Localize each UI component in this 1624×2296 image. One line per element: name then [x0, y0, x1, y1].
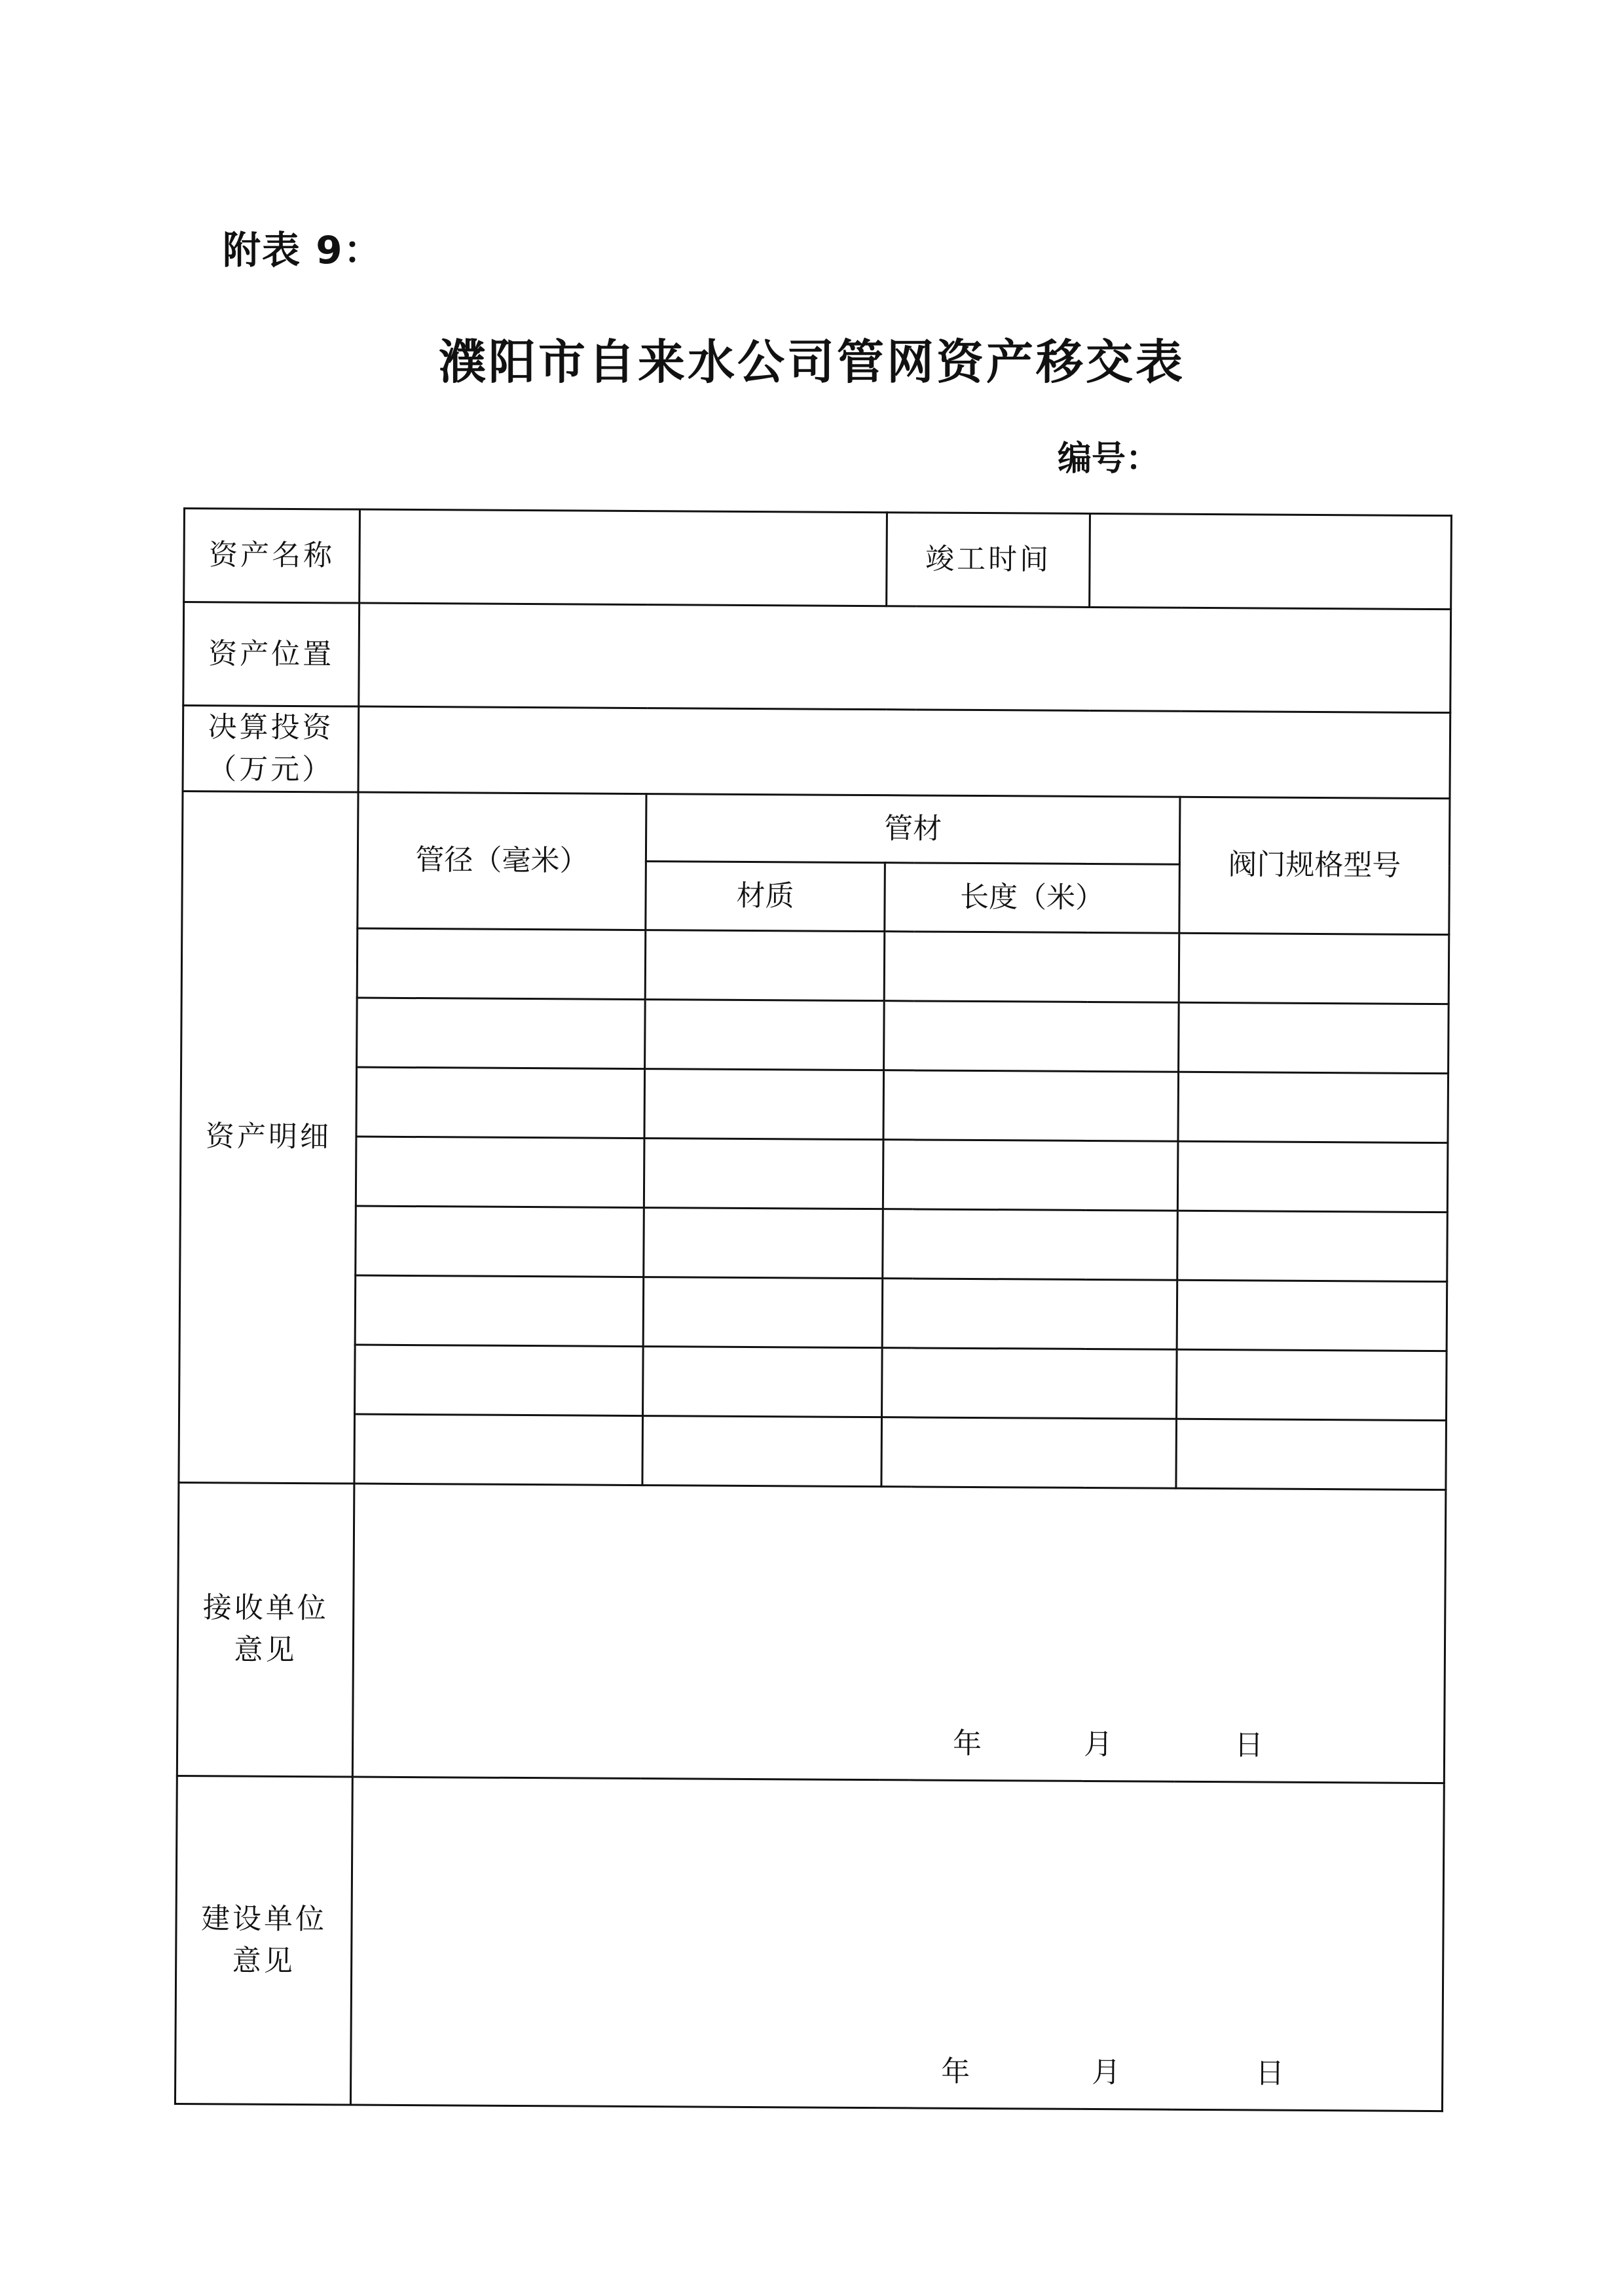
- asset-location-label: 资产位置: [183, 602, 360, 707]
- detail-row: [181, 1066, 1449, 1142]
- asset-location-row: [183, 602, 1451, 713]
- material-cell[interactable]: [643, 1277, 883, 1347]
- construction-unit-row: [175, 1776, 1444, 2111]
- date-day-label: 日: [1255, 2056, 1285, 2090]
- settlement-investment-label-line2: （万元）: [208, 752, 334, 787]
- column-header-length: 长度（米）: [885, 862, 1180, 933]
- valve-spec-cell[interactable]: [1179, 1002, 1449, 1073]
- date-day-label: 日: [1234, 1728, 1264, 1762]
- asset-name-field[interactable]: [360, 509, 887, 606]
- diameter-cell[interactable]: [356, 1067, 645, 1139]
- date-year-label: 年: [941, 2054, 970, 2088]
- date-month-label: 月: [1092, 2055, 1121, 2089]
- detail-row: [179, 1343, 1447, 1420]
- detail-row: [181, 927, 1449, 1004]
- column-header-valve-spec: 阀门规格型号: [1179, 797, 1450, 934]
- asset-details-label: 资产明细: [179, 791, 358, 1484]
- receiving-unit-date: [354, 1719, 1443, 1765]
- valve-spec-cell[interactable]: [1177, 1211, 1448, 1281]
- length-cell[interactable]: [883, 1139, 1178, 1211]
- valve-spec-cell[interactable]: [1177, 1280, 1447, 1351]
- construction-unit-label: [175, 1776, 352, 2105]
- annex-label: 附表 9：: [223, 228, 383, 272]
- valve-spec-cell[interactable]: [1176, 1419, 1447, 1489]
- detail-row: [179, 1274, 1447, 1351]
- diameter-cell[interactable]: [356, 1137, 644, 1208]
- form-title: 濮阳市自来水公司管网资产移交表: [438, 335, 1185, 390]
- completion-time-field[interactable]: [1090, 513, 1452, 609]
- asset-name-row: [184, 509, 1452, 610]
- diameter-cell[interactable]: [357, 928, 646, 1000]
- receiving-unit-row: [177, 1482, 1446, 1783]
- receiving-unit-opinion-field[interactable]: [352, 1484, 1446, 1783]
- column-header-diameter: 管径（毫米）: [358, 792, 646, 930]
- column-header-pipe-material: 管材: [646, 793, 1180, 864]
- length-cell[interactable]: [883, 1070, 1179, 1141]
- material-cell[interactable]: [642, 1415, 882, 1486]
- receiving-unit-label: [177, 1482, 354, 1777]
- material-cell[interactable]: [643, 1346, 883, 1417]
- diameter-cell[interactable]: [355, 1275, 644, 1347]
- diameter-cell[interactable]: [354, 1414, 643, 1485]
- length-cell[interactable]: [884, 1000, 1179, 1072]
- valve-spec-cell[interactable]: [1177, 1141, 1448, 1212]
- material-cell[interactable]: [645, 999, 885, 1070]
- length-cell[interactable]: [882, 1347, 1177, 1419]
- construction-unit-label-line2: 意见: [232, 1944, 295, 1978]
- detail-row: [180, 1205, 1448, 1281]
- material-cell[interactable]: [644, 1207, 883, 1278]
- material-cell[interactable]: [644, 1068, 884, 1139]
- material-cell[interactable]: [644, 1138, 883, 1209]
- completion-time-label: 竣工时间: [887, 513, 1090, 608]
- details-header-row-1: [182, 791, 1450, 866]
- column-header-material: 材质: [646, 861, 885, 931]
- material-cell[interactable]: [645, 930, 885, 1000]
- settlement-investment-label: [183, 706, 359, 792]
- serial-number-label: 编号：: [1058, 439, 1160, 479]
- diameter-cell[interactable]: [355, 1345, 644, 1416]
- receiving-unit-label-line1: 接收单位: [202, 1591, 329, 1626]
- length-cell[interactable]: [884, 931, 1179, 1002]
- date-month-label: 月: [1083, 1727, 1113, 1761]
- length-cell[interactable]: [881, 1417, 1177, 1488]
- construction-unit-opinion-field[interactable]: [350, 1777, 1444, 2111]
- settlement-investment-row: [183, 706, 1450, 799]
- detail-row: [180, 1135, 1448, 1212]
- diameter-cell[interactable]: [357, 998, 646, 1069]
- construction-unit-date: [352, 2047, 1441, 2093]
- length-cell[interactable]: [883, 1209, 1178, 1280]
- date-year-label: 年: [952, 1726, 982, 1760]
- detail-row: [179, 1413, 1447, 1489]
- settlement-investment-field[interactable]: [358, 706, 1450, 798]
- detail-row: [181, 996, 1449, 1073]
- valve-spec-cell[interactable]: [1177, 1349, 1447, 1420]
- asset-name-label: 资产名称: [184, 509, 360, 604]
- length-cell[interactable]: [882, 1278, 1177, 1349]
- settlement-investment-label-line1: 决算投资: [208, 710, 334, 745]
- valve-spec-cell[interactable]: [1178, 1072, 1449, 1142]
- asset-transfer-table: [174, 507, 1452, 2112]
- valve-spec-cell[interactable]: [1179, 933, 1449, 1004]
- construction-unit-label-line1: 建设单位: [200, 1901, 327, 1937]
- diameter-cell[interactable]: [356, 1206, 644, 1277]
- asset-location-field[interactable]: [359, 603, 1451, 713]
- receiving-unit-label-line2: 意见: [234, 1633, 297, 1667]
